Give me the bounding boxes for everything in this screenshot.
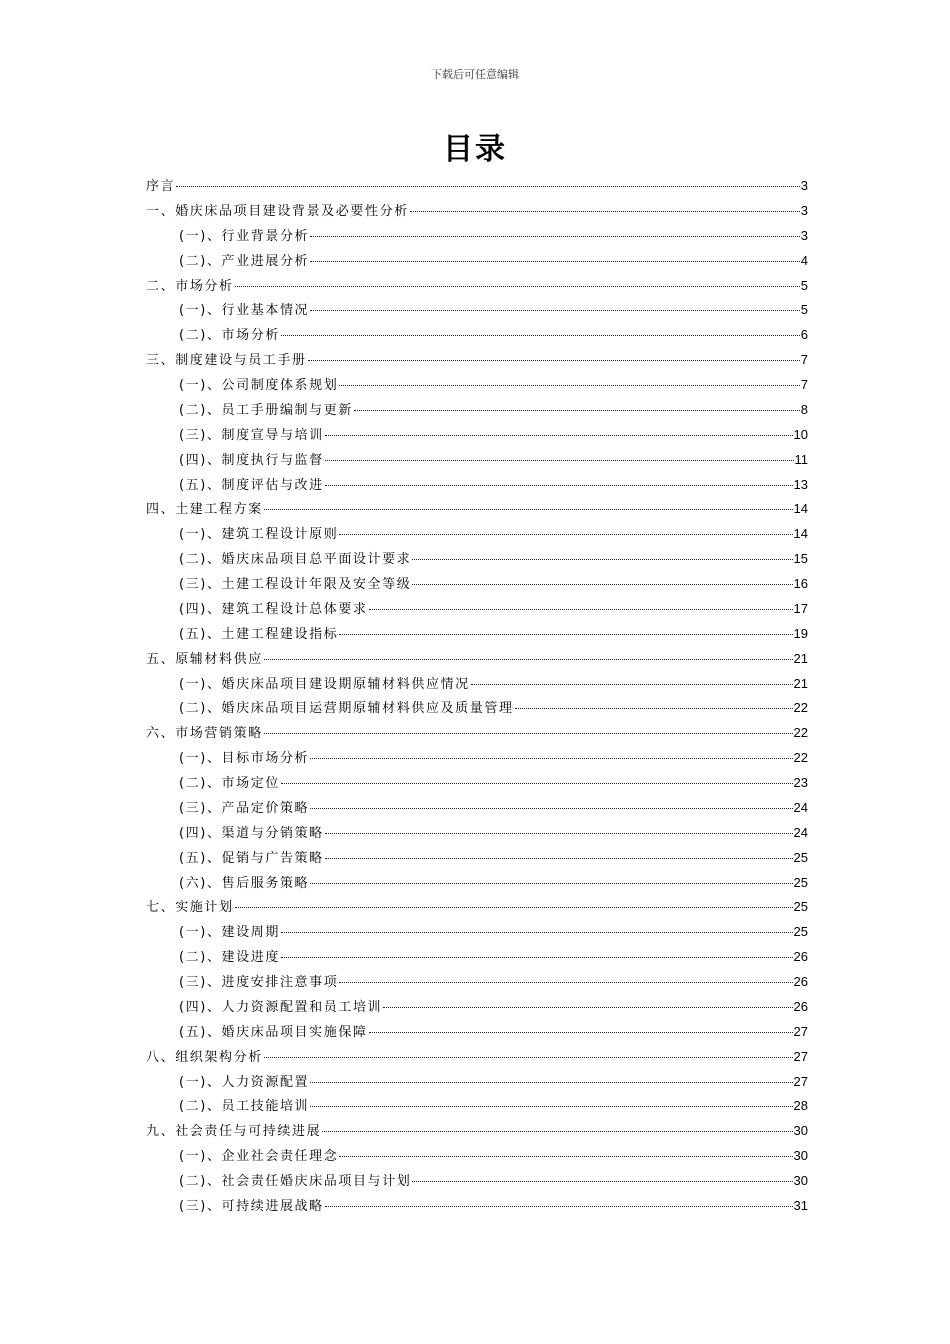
toc-entry[interactable] bbox=[146, 1144, 808, 1169]
toc-page-number: 25 bbox=[793, 849, 808, 865]
toc-title: 目录 bbox=[443, 132, 507, 167]
toc-entry-title: (二)、市场定位 bbox=[179, 776, 280, 791]
toc-entry[interactable] bbox=[146, 323, 808, 348]
toc-entry-title: 四、土建工程方案 bbox=[146, 502, 263, 518]
toc-leader-dots bbox=[235, 907, 793, 908]
toc-leader-dots bbox=[354, 410, 800, 411]
toc-entry-title: (一)、建筑工程设计原则 bbox=[179, 527, 339, 543]
toc-leader-dots bbox=[339, 634, 792, 635]
toc-leader-dots bbox=[281, 335, 800, 336]
toc-entry-title: (三)、进度安排注意事项 bbox=[179, 975, 339, 990]
toc-page-number: 13 bbox=[793, 476, 808, 492]
toc-leader-dots bbox=[339, 1156, 792, 1157]
toc-leader-dots bbox=[325, 833, 793, 834]
toc-entry[interactable] bbox=[146, 796, 808, 821]
toc-entry[interactable] bbox=[146, 995, 808, 1020]
toc-entry-title: (四)、制度执行与监督 bbox=[179, 452, 324, 468]
toc-leader-dots bbox=[310, 236, 800, 237]
toc-entry-title: (三)、土建工程设计年限及安全等级 bbox=[179, 577, 412, 592]
toc-entry[interactable] bbox=[146, 1094, 808, 1119]
toc-leader-dots bbox=[471, 684, 793, 685]
toc-entry-title: (二)、建设进度 bbox=[179, 950, 280, 966]
header-note: 下载后可任意编辑 bbox=[431, 68, 519, 81]
toc-entry[interactable] bbox=[146, 945, 808, 970]
toc-leader-dots bbox=[322, 1131, 792, 1132]
toc-entry-title: 三、制度建设与员工手册 bbox=[146, 353, 307, 369]
toc-page-number: 6 bbox=[800, 327, 808, 343]
toc-leader-dots bbox=[308, 360, 800, 361]
toc-entry-title: 序言 bbox=[146, 179, 176, 194]
toc-entry[interactable] bbox=[146, 398, 808, 423]
toc-page-number: 7 bbox=[800, 352, 808, 368]
toc-leader-dots bbox=[325, 858, 793, 859]
toc-page-number: 19 bbox=[793, 625, 808, 641]
toc-page-number: 5 bbox=[800, 277, 808, 293]
toc-entry-title: 五、原辅材料供应 bbox=[146, 651, 263, 667]
toc-entry[interactable] bbox=[146, 895, 808, 920]
toc-entry[interactable] bbox=[146, 522, 808, 547]
toc-entry-title: (五)、制度评估与改进 bbox=[179, 477, 324, 493]
toc-page-number: 27 bbox=[793, 1048, 808, 1064]
toc-entry[interactable] bbox=[146, 622, 808, 647]
toc-leader-dots bbox=[339, 982, 792, 983]
toc-page-number: 24 bbox=[793, 799, 808, 815]
toc-entry[interactable] bbox=[146, 274, 808, 299]
toc-entry-title: (一)、人力资源配置 bbox=[179, 1074, 310, 1090]
toc-page-number: 8 bbox=[800, 401, 808, 417]
toc-entry-title: (五)、土建工程建设指标 bbox=[179, 626, 339, 642]
toc-page-number: 25 bbox=[793, 874, 808, 890]
toc-leader-dots bbox=[281, 932, 793, 933]
toc-page-number: 27 bbox=[793, 1073, 808, 1089]
toc-page-number: 21 bbox=[793, 650, 808, 666]
toc-entry-title: (一)、建设周期 bbox=[179, 925, 280, 941]
toc-entry-title: 六、市场营销策略 bbox=[146, 726, 263, 742]
toc-entry[interactable] bbox=[146, 1020, 808, 1045]
toc-page-number: 23 bbox=[793, 775, 808, 790]
toc-page-number: 28 bbox=[793, 1098, 808, 1114]
toc-page-number: 27 bbox=[793, 1023, 808, 1039]
toc-leader-dots bbox=[264, 733, 793, 734]
toc-entry[interactable] bbox=[146, 746, 808, 771]
toc-leader-dots bbox=[412, 1181, 792, 1182]
toc-leader-dots bbox=[281, 783, 793, 784]
toc-leader-dots bbox=[310, 310, 800, 311]
toc-entry[interactable] bbox=[146, 597, 808, 622]
toc-leader-dots bbox=[410, 211, 800, 212]
toc-entry[interactable] bbox=[146, 1045, 808, 1070]
toc-page-number: 17 bbox=[793, 600, 808, 616]
toc-entry[interactable] bbox=[146, 1194, 808, 1219]
toc-page-number: 3 bbox=[800, 227, 808, 243]
toc-entry-title: (二)、婚庆床品项目总平面设计要求 bbox=[179, 552, 412, 568]
toc-page-number: 11 bbox=[794, 451, 808, 467]
toc-page-number: 25 bbox=[793, 924, 808, 940]
toc-leader-dots bbox=[264, 1057, 793, 1058]
toc-leader-dots bbox=[235, 286, 800, 287]
toc-leader-dots bbox=[412, 584, 792, 585]
toc-leader-dots bbox=[310, 758, 792, 759]
toc-entry[interactable] bbox=[146, 448, 808, 473]
toc-entry-title: (一)、行业基本情况 bbox=[179, 303, 310, 319]
toc-entry[interactable] bbox=[146, 348, 808, 373]
toc-leader-dots bbox=[339, 385, 799, 386]
toc-entry-title: (一)、婚庆床品项目建设期原辅材料供应情况 bbox=[179, 676, 470, 692]
toc-entry-title: (二)、员工手册编制与更新 bbox=[179, 402, 353, 418]
toc-entry[interactable] bbox=[146, 672, 808, 697]
toc-page-number: 5 bbox=[800, 302, 808, 318]
toc-leader-dots bbox=[515, 708, 793, 709]
toc-leader-dots bbox=[325, 485, 793, 486]
toc-leader-dots bbox=[369, 609, 793, 610]
toc-entry-title: (四)、人力资源配置和员工培训 bbox=[179, 999, 383, 1015]
toc-entry-title: (六)、售后服务策略 bbox=[179, 875, 310, 891]
toc-entry-title: (三)、可持续进展战略 bbox=[179, 1198, 324, 1214]
toc-entry-title: (一)、目标市场分析 bbox=[179, 751, 310, 767]
toc-page-number: 14 bbox=[793, 501, 808, 517]
toc-entry[interactable] bbox=[146, 1119, 808, 1144]
toc-page-number: 30 bbox=[793, 1173, 808, 1188]
toc-entry-title: 一、婚庆床品项目建设背景及必要性分析 bbox=[146, 203, 409, 219]
toc-page-number: 22 bbox=[793, 750, 808, 766]
toc-page-number: 26 bbox=[793, 998, 808, 1014]
toc-entry-title: (一)、公司制度体系规划 bbox=[179, 378, 339, 393]
toc-entry-title: (四)、建筑工程设计总体要求 bbox=[179, 601, 368, 617]
toc-leader-dots bbox=[339, 534, 792, 535]
toc-entry[interactable] bbox=[146, 497, 808, 522]
toc-page-number: 31 bbox=[793, 1197, 808, 1213]
toc-leader-dots bbox=[369, 1032, 793, 1033]
toc-leader-dots bbox=[176, 186, 800, 187]
toc-entry-title: (二)、市场分析 bbox=[179, 328, 280, 344]
toc-entry[interactable] bbox=[146, 846, 808, 871]
toc-page-number: 3 bbox=[800, 202, 808, 218]
toc-leader-dots bbox=[281, 957, 793, 958]
toc-entry[interactable] bbox=[146, 547, 808, 572]
toc-entry-title: 九、社会责任与可持续进展 bbox=[146, 1124, 322, 1140]
toc-page-number: 24 bbox=[793, 824, 808, 840]
toc-entry[interactable] bbox=[146, 423, 808, 448]
toc-entry-title: 七、实施计划 bbox=[146, 900, 234, 916]
toc-entry[interactable] bbox=[146, 920, 808, 945]
toc-entry-title: (二)、员工技能培训 bbox=[179, 1099, 310, 1115]
toc-entry-title: (四)、渠道与分销策略 bbox=[179, 825, 324, 841]
toc-page-number: 22 bbox=[793, 725, 808, 741]
toc-page-number: 30 bbox=[793, 1148, 808, 1164]
toc-page-number: 4 bbox=[800, 252, 808, 268]
toc-entry[interactable] bbox=[146, 249, 808, 274]
toc-page-number: 15 bbox=[793, 551, 808, 567]
toc-entry[interactable] bbox=[146, 1070, 808, 1095]
toc-entry-title: (三)、产品定价策略 bbox=[179, 800, 310, 816]
toc-entry[interactable] bbox=[146, 199, 808, 224]
toc-leader-dots bbox=[325, 435, 793, 436]
toc-entry[interactable] bbox=[146, 821, 808, 846]
toc-entry[interactable] bbox=[146, 572, 808, 597]
toc-leader-dots bbox=[310, 808, 792, 809]
toc-entry-title: (二)、产业进展分析 bbox=[179, 253, 310, 269]
toc-entry[interactable] bbox=[146, 771, 808, 796]
toc-leader-dots bbox=[310, 1082, 792, 1083]
toc-entry-title: (五)、婚庆床品项目实施保障 bbox=[179, 1024, 368, 1040]
toc-entry[interactable] bbox=[146, 721, 808, 746]
toc-page-number: 10 bbox=[793, 426, 808, 442]
toc-entry[interactable] bbox=[146, 696, 808, 721]
toc-page-number: 26 bbox=[793, 949, 808, 965]
toc-entry-title: (二)、婚庆床品项目运营期原辅材料供应及质量管理 bbox=[179, 701, 514, 717]
toc-entry[interactable] bbox=[146, 473, 808, 498]
toc-leader-dots bbox=[310, 883, 792, 884]
toc-entry[interactable] bbox=[146, 871, 808, 896]
toc-leader-dots bbox=[383, 1007, 792, 1008]
toc-entry-title: (五)、促销与广告策略 bbox=[179, 850, 324, 866]
toc-entry-title: (三)、制度宣导与培训 bbox=[179, 427, 324, 443]
toc-leader-dots bbox=[325, 460, 794, 461]
toc-page-number: 3 bbox=[800, 178, 808, 193]
toc-entry-title: (一)、行业背景分析 bbox=[179, 228, 310, 244]
toc-page-number: 7 bbox=[800, 377, 808, 392]
toc-page-number: 16 bbox=[793, 576, 808, 591]
toc-entry[interactable] bbox=[146, 224, 808, 249]
toc-page-number: 21 bbox=[793, 675, 808, 691]
toc-page-number: 22 bbox=[793, 700, 808, 716]
toc-list bbox=[146, 174, 808, 1219]
toc-page-number: 26 bbox=[793, 974, 808, 989]
toc-entry-title: 二、市场分析 bbox=[146, 278, 234, 294]
toc-leader-dots bbox=[264, 659, 793, 660]
toc-entry[interactable] bbox=[146, 970, 808, 995]
toc-entry-title: (二)、社会责任婚庆床品项目与计划 bbox=[179, 1174, 412, 1189]
toc-entry-title: (一)、企业社会责任理念 bbox=[179, 1149, 339, 1165]
toc-leader-dots bbox=[310, 1106, 792, 1107]
toc-leader-dots bbox=[325, 1206, 793, 1207]
toc-entry[interactable] bbox=[146, 174, 808, 199]
toc-page-number: 30 bbox=[793, 1123, 808, 1139]
toc-entry-title: 八、组织架构分析 bbox=[146, 1049, 263, 1065]
toc-leader-dots bbox=[412, 559, 792, 560]
toc-leader-dots bbox=[310, 261, 800, 262]
toc-entry[interactable] bbox=[146, 298, 808, 323]
toc-entry[interactable] bbox=[146, 1169, 808, 1194]
toc-page-number: 25 bbox=[793, 899, 808, 915]
toc-page-number: 14 bbox=[793, 526, 808, 542]
toc-entry[interactable] bbox=[146, 373, 808, 398]
toc-entry[interactable] bbox=[146, 647, 808, 672]
toc-leader-dots bbox=[264, 509, 793, 510]
